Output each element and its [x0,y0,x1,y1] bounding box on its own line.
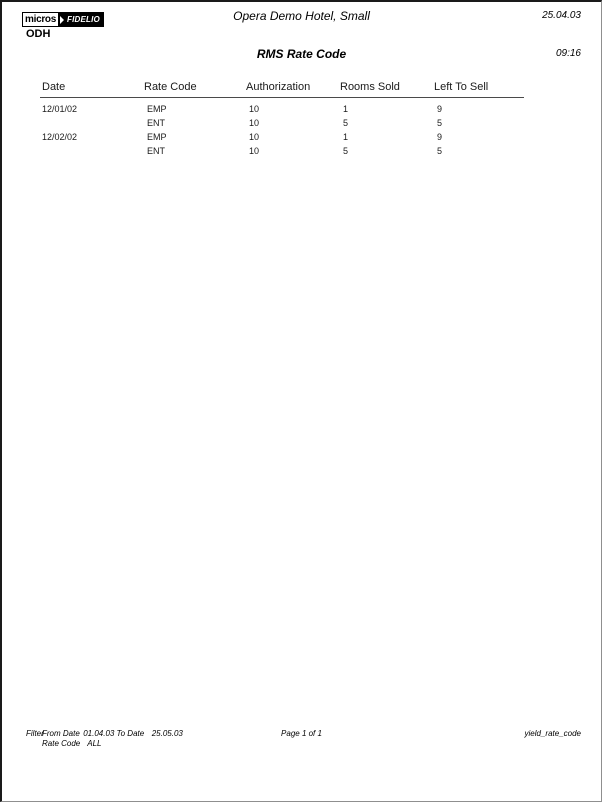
cell-rate-code: EMP [147,132,167,142]
column-header-left-to-sell: Left To Sell [434,81,489,93]
column-header-rooms-sold: Rooms Sold [340,81,400,93]
cell-date: 12/02/02 [42,132,78,142]
cell-authorization: 10 [249,118,260,128]
fidelio-logo-text: FIDELIO [67,15,100,24]
report-date: 25.04.03 [542,10,581,21]
cell-authorization: 10 [249,104,260,114]
report-title: RMS Rate Code [256,47,347,61]
cell-rooms-sold: 5 [343,146,349,156]
table-body [42,102,524,158]
micros-logo-text: micros [22,12,59,27]
table-row [42,144,524,158]
cell-rate-code: EMP [147,104,167,114]
table-row [42,130,524,144]
cell-date: 12/01/02 [42,104,78,114]
cell-left-to-sell: 9 [437,104,443,114]
column-header-rate-code: Rate Code [144,81,197,93]
property-code: ODH [26,28,51,40]
cell-left-to-sell: 9 [437,132,443,142]
to-date-label: To Date [116,729,145,738]
table-row [42,116,524,130]
cell-rooms-sold: 5 [343,118,349,128]
cell-rooms-sold: 1 [343,104,349,114]
cell-rate-code: ENT [147,146,165,156]
cell-rooms-sold: 1 [343,132,349,142]
table-header-rule [40,97,524,98]
report-time: 09:16 [555,48,581,59]
hotel-name: Opera Demo Hotel, Small [233,9,370,23]
report-file-name: yield_rate_code [524,729,581,738]
to-date-value: 25.05.03 [151,729,183,738]
table-row [42,102,524,116]
from-date-value: 01.04.03 [83,729,115,738]
column-header-date: Date [42,81,66,93]
rate-code-value: ALL [87,739,102,748]
cell-authorization: 10 [249,146,260,156]
page-number: Page 1 of 1 [281,729,322,738]
cell-date [42,116,144,130]
cell-date [42,144,144,158]
table-header-row [42,81,524,93]
cell-left-to-sell: 5 [437,146,443,156]
from-date-label: From Date [42,729,80,738]
cell-rate-code: ENT [147,118,165,128]
cell-left-to-sell: 5 [437,118,443,128]
column-header-authorization: Authorization [246,81,311,93]
filter-rate-code [42,739,183,749]
rate-code-label: Rate Code [42,739,81,748]
filter-label: Filter [26,729,44,738]
cell-authorization: 10 [249,132,260,142]
